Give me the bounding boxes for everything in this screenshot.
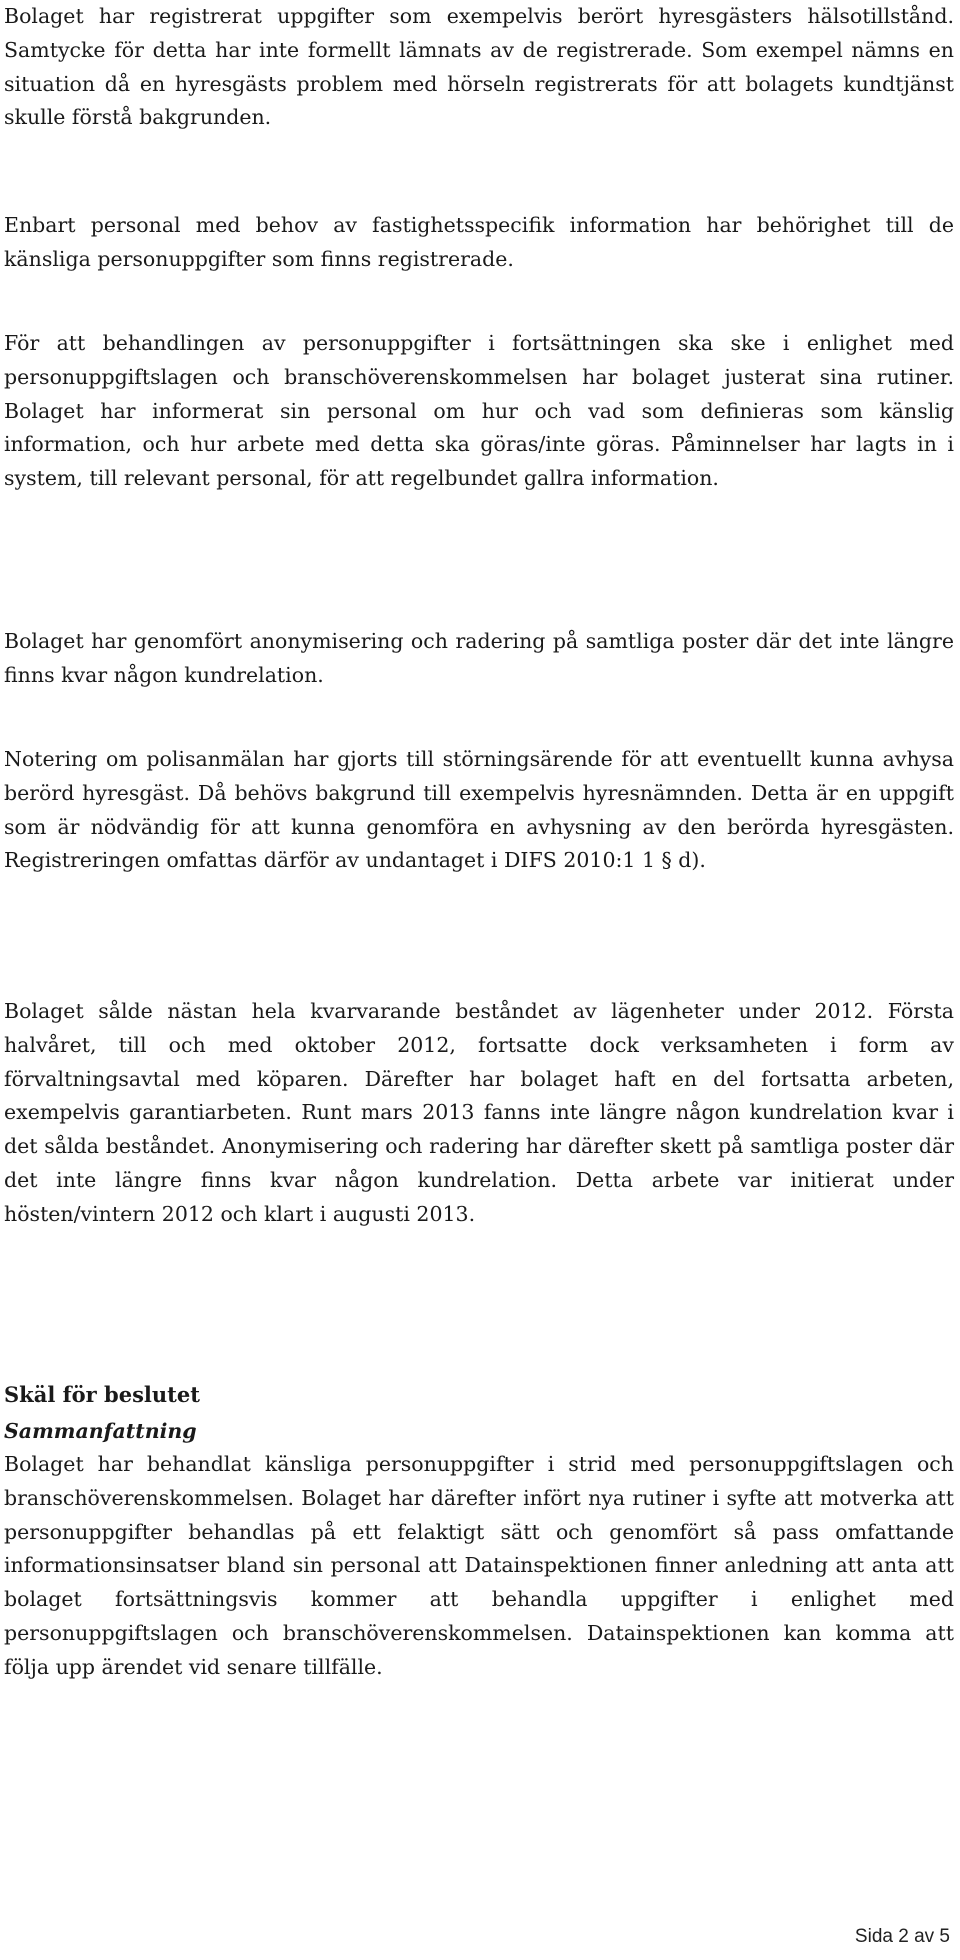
paragraph-anonymisation: Bolaget har genomfört anonymisering och radering på samtliga poster där det inte längre finns kvar någon kundrelation. [4,629,954,687]
paragraph-sale-of-stock: Bolaget sålde nästan hela kvarvarande beståndet av lägenheter under 2012. Första halvåret, till och med oktober 2012, fortsatte dock verksamheten i form av förvaltningsavtal med köparen. Därefter har bolaget haft en del fortsatta arbeten, exempelvis garantiarbeten. Runt mars 2013 fanns inte längre någon kundrelation kvar i det sålda beståndet. Anonymisering och radering har därefter skett på samtliga poster där det inte längre finns kvar någon kundrelation. Detta arbete var initierat under hösten/vintern 2012 och klart i augusti 2013. [4,999,954,1226]
page-number: Sida 2 av 5 [854,1926,950,1947]
section-subheading: Sammanfattning [4,1419,197,1443]
paragraph-health-data: Bolaget har registrerat uppgifter som exempelvis berört hyresgästers hälsotillstånd. Samtycke för detta har inte formellt lämnats av de registrerade. Som exempel nämns en situation då en hyresgästs problem med hörseln registrerats för att bolagets kundtjänst skulle förstå bakgrunden. [4,4,954,130]
paragraph-new-routines: För att behandlingen av personuppgifter i fortsättningen ska ske i enlighet med personuppgiftslagen och branschöverenskommelsen har bolaget justerat sina rutiner. Bolaget har informerat sin personal om hur och vad som definieras som känslig information, och hur arbete med detta ska göras/inte göras. Påminnelser har lagts in i system, till relevant personal, för att regelbundet gallra information. [4,331,954,491]
paragraph-police-report: Notering om polisanmälan har gjorts till störningsärende för att eventuellt kunna avhysa berörd hyresgäst. Då behövs bakgrund till exempelvis hyresnämnden. Detta är en uppgift som är nödvändig för att kunna genomföra en avhysning av den berörda hyresgästen. Registreringen omfattas därför av undantaget i DIFS 2010:1 1 § d). [4,747,954,873]
section-heading: Skäl för beslutet [4,1382,200,1407]
paragraph-access-rights: Enbart personal med behov av fastighetsspecifik information har behörighet till de känsliga personuppgifter som finns registrerade. [4,213,954,271]
paragraph-summary: Bolaget har behandlat känsliga personuppgifter i strid med personuppgiftslagen och branschöverenskommelsen. Bolaget har därefter infört nya rutiner i syfte att motverka att personuppgifter behandlas på ett felaktigt sätt och genomfört så pass omfattande informationsinsatser bland sin personal att Datainspektionen finner anledning att anta att bolaget fortsättningsvis kommer att behandla uppgifter i enlighet med personuppgiftslagen och branschöverenskommelsen. Datainspektionen kan komma att följa upp ärendet vid senare tillfälle. [4,1452,954,1679]
